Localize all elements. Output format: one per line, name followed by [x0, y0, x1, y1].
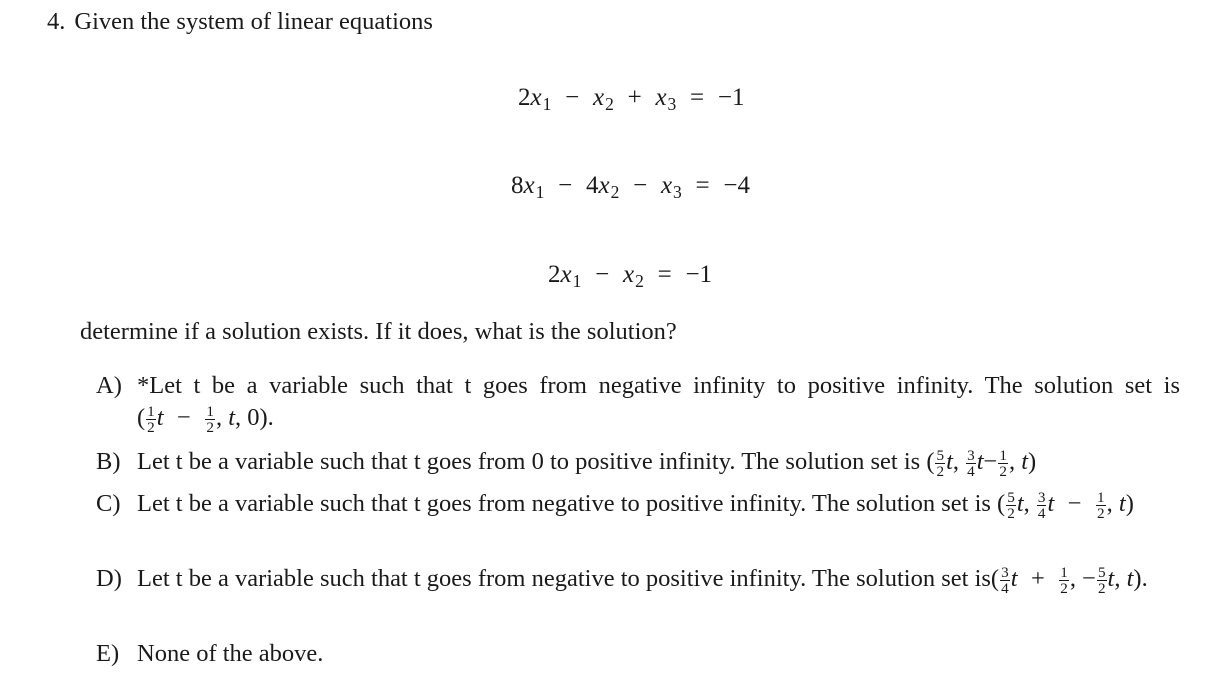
- equation-1: [518, 84, 745, 115]
- option-c-body: [137, 488, 1180, 521]
- option-b-text: Let t be a variable such that t goes from 0 to positive infinity. The solution set is: [137, 448, 921, 475]
- option-a[interactable]: [96, 370, 1180, 435]
- option-d[interactable]: [96, 563, 1180, 596]
- option-d-text: Let t be a variable such that t goes from negative to positive infinity. The solution set is: [137, 565, 991, 592]
- option-c-text: Let t be a variable such that t goes from negative to positive infinity. The solution set is: [137, 490, 991, 517]
- option-a-text: *Let t be a variable such that t goes from negative infinity to positive infinity. The solution set is: [137, 372, 1180, 399]
- option-c-letter: C): [96, 490, 121, 517]
- option-e-letter: E): [96, 640, 120, 667]
- equation-2: [511, 172, 750, 203]
- option-e-text: None of the above.: [137, 640, 324, 667]
- question-header: [47, 8, 433, 36]
- option-c[interactable]: [96, 488, 1180, 521]
- option-c-solution: ( $\frac{5}{2}$ t, $\frac{3}{4}$ t − $\frac{1}{2}$ , t): [997, 488, 1134, 522]
- equation-3-math: $2x_1 - x_2 = -1$: [548, 261, 713, 292]
- equation-3: [548, 261, 712, 292]
- option-e-body: [137, 638, 1180, 670]
- option-b[interactable]: [96, 446, 1180, 479]
- option-b-body: [137, 446, 1180, 479]
- option-d-letter: D): [96, 565, 122, 592]
- equation-2-math: $8x_1 - 4x_2 - x_3 = -4$: [511, 172, 751, 203]
- equation-1-math: $2x_1 - x_2 + x_3 = -1$: [518, 84, 745, 115]
- option-b-solution: ( $\frac{5}{2}$ t, $\frac{3}{4}$ t− $\frac{1}{2}$ , t): [926, 446, 1037, 480]
- option-a-solution: ( $\frac{1}{2}$ t − $\frac{1}{2}$ , t, 0).: [137, 402, 274, 436]
- option-b-letter: B): [96, 448, 121, 475]
- option-e[interactable]: [96, 638, 1180, 670]
- option-d-solution: ( $\frac{3}{4}$ t + $\frac{1}{2}$ , − $\frac{5}{2}$ t, t).: [990, 563, 1148, 597]
- option-d-body: [137, 563, 1180, 596]
- question-number: 4.: [47, 8, 66, 35]
- question-prompt: determine if a solution exists. If it does, what is the solution?: [80, 318, 677, 345]
- option-a-letter: A): [96, 372, 122, 399]
- option-a-body: [137, 370, 1180, 435]
- question-intro: Given the system of linear equations: [74, 8, 433, 35]
